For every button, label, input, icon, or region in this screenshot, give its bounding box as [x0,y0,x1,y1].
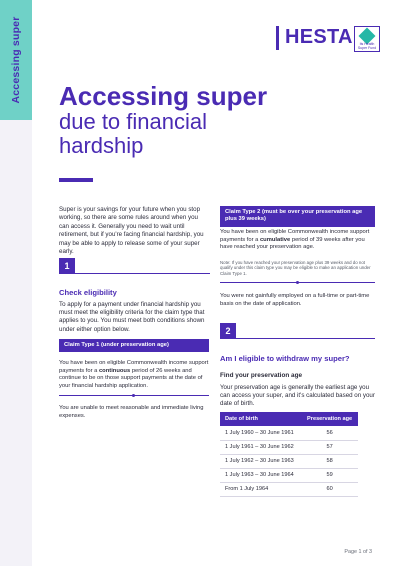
section-1-rule [75,273,210,274]
table-row [220,468,358,482]
table-cell-age: 58 [301,454,358,468]
table-cell-dob: 1 July 1963 – 30 June 1964 [220,468,301,482]
hesta-logo: HESTA [285,26,353,48]
page-title: Accessing super [59,81,268,111]
table-cell-age: 56 [301,426,358,440]
logo-divider [276,26,279,50]
intro-paragraph: Super is your savings for your future when you stop working, so there are some rules around when you can access it. Generally you need to wait until retirement, but if you're facing financial hardship, you may be able to apply to release some of your super early. [59,206,204,256]
table-cell-age: 60 [301,482,358,496]
table-cell-dob: From 1 July 1964 [220,482,301,496]
section-1-number: 1 [59,258,75,274]
preservation-age-table [220,412,358,497]
badge-text: Its Health Super Fund [357,42,377,50]
table-cell-dob: 1 July 1960 – 30 June 1961 [220,426,301,440]
claim-type-2-condition-1 [220,229,370,252]
claim-1-text-a: You have been on eligible Commonwealth income support payments for a [59,360,209,374]
claim-type-1-condition-2: You are unable to meet reasonable and immediate living expenses. [59,405,204,419]
page-number: Page 1 of 3 [344,549,372,555]
claim-1-text-b: period of 26 weeks and continue to be on those support payments at the date of your financial hardship application. [59,367,203,389]
table-row [220,454,358,468]
claim-2-text-b: period of 39 weeks after you have reached your preservation age. [220,236,365,251]
health-super-badge-icon [354,26,380,52]
claim-type-1-heading: Claim Type 1 (under preservation age) [59,339,209,352]
section-2-body: Your preservation age is generally the earliest age you can access your super, and it's calculated based on your date of birth. [220,384,375,408]
table-row [220,440,358,454]
side-tab [0,0,32,120]
table-cell-age: 57 [301,440,358,454]
section-1-body: To apply for a payment under financial hardship you must meet the eligibility criteria for the claim type that applies to you. You must meet both conditions shown under either option below. [59,301,205,333]
claim-1-divider-dot [132,394,135,397]
table-header-age: Preservation age [301,412,358,426]
claim-2-text-bold: cumulative [259,236,291,243]
section-2-subheading: Find your preservation age [220,372,303,379]
claim-1-text-bold: continuous [98,367,131,374]
table-row [220,426,358,440]
claim-type-2-condition-2: You were not gainfully employed on a full-time or part-time basis on the date of application. [220,293,370,307]
claim-2-text-a: You have been on eligible Commonwealth income support payments for a [220,229,370,243]
section-1-heading: Check eligibility [59,288,117,297]
claim-type-2-note: Note: If you have reached your preservation age plus 39 weeks and do not qualify under this claim type you may be eligible to make an application under Claim Type 1. [220,260,371,276]
claim-type-2-heading: Claim Type 2 (must be over your preservation age plus 39 weeks) [220,206,375,227]
page-subtitle: due to financial hardship [59,109,207,158]
section-2-heading: Am I eligible to withdraw my super? [220,354,350,363]
table-row [220,482,358,496]
section-2-rule [236,338,375,339]
side-tab-label: Accessing super [10,16,22,104]
side-rail [0,120,32,566]
table-header-dob: Date of birth [220,412,301,426]
table-cell-age: 59 [301,468,358,482]
claim-type-1-condition-1 [59,360,209,390]
title-rule [59,178,93,182]
table-cell-dob: 1 July 1962 – 30 June 1963 [220,454,301,468]
section-2-number: 2 [220,323,236,339]
table-header-row [220,412,358,426]
claim-2-divider-dot [296,281,299,284]
table-cell-dob: 1 July 1961 – 30 June 1962 [220,440,301,454]
